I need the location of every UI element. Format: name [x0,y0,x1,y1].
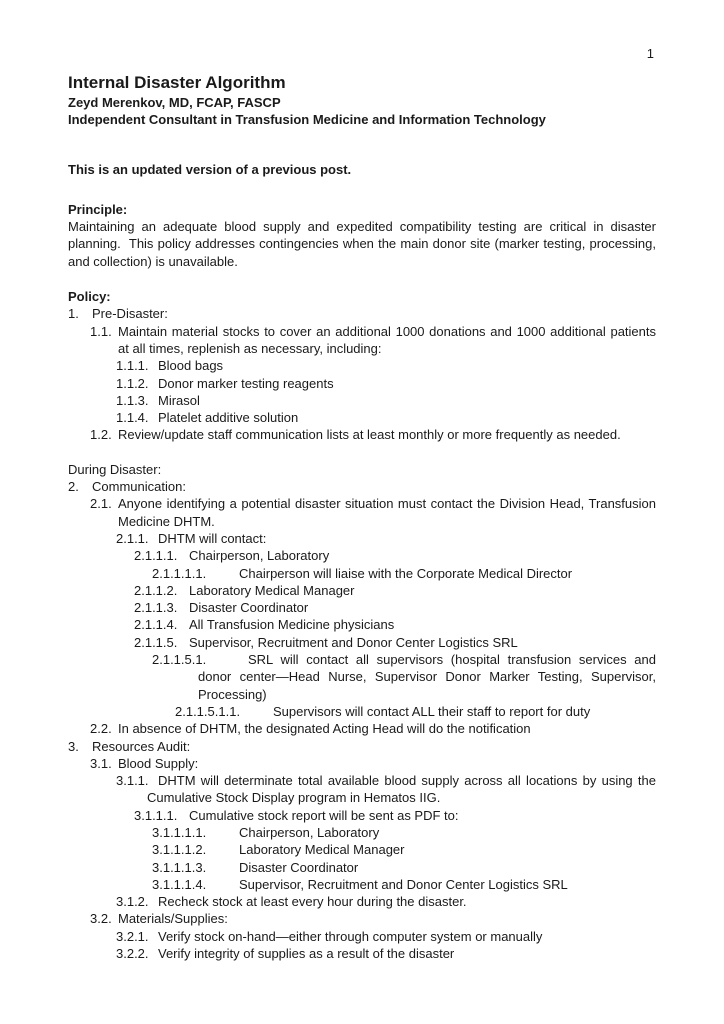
list-item-2 [68,478,656,495]
list-item-text: DHTM will determinate total available blood supply across all locations by using the Cumulative Stock Display program in Hematos IIG. [147,773,656,806]
list-item-text: Verify integrity of supplies as a result of the disaster [158,946,455,962]
list-item-text: Resources Audit: [92,738,191,754]
list-item-number: 3. [68,738,79,754]
list-item-number: 1.1.1. [116,358,149,374]
list-item-text: Supervisor, Recruitment and Donor Center Logistics SRL [189,634,518,650]
list-item-number: 2.1.1.2. [134,582,178,598]
list-item-3-2-1 [68,928,656,945]
list-item-2-1-1-4 [68,616,656,633]
list-item-text: Cumulative stock report will be sent as PDF to: [189,807,459,823]
page-number: 1 [646,46,654,61]
list-item-2-1-1-5-1 [68,651,656,703]
list-item-2-2 [68,720,656,737]
list-item-number: 1.2. [90,427,112,443]
list-item-number: 3.1. [90,755,112,771]
list-item-3-1-1-1-4 [68,876,656,893]
list-item-3-1-2 [68,893,656,910]
list-item-1-1-1 [68,357,656,374]
list-item-number: 3.2. [90,911,112,927]
list-item-1-1 [68,323,656,358]
list-item-2-1-1-1-1 [68,565,656,582]
list-item-2-1-1-5 [68,634,656,651]
list-item-2-1 [68,495,656,530]
list-item-text: Blood Supply: [118,755,199,771]
list-item-number: 2.1.1.4. [134,617,178,633]
list-item-text: Review/update staff communication lists at least monthly or more frequently as needed. [118,427,621,443]
list-item-number: 2.1.1.3. [134,600,178,616]
list-item-3 [68,738,656,755]
list-item-1 [68,305,656,322]
list-item-number: 1. [68,306,79,322]
list-item-text: Laboratory Medical Manager [239,842,405,858]
list-item-text: Disaster Coordinator [239,859,359,875]
list-item-number: 1.1.3. [116,392,149,408]
list-item-number: 3.1.1.1.3. [152,859,207,875]
list-item-number: 2.1.1.1.1. [152,565,207,581]
list-item-number: 3.2.1. [116,928,149,944]
list-item-number: 1.1.4. [116,410,149,426]
list-item-1-2 [68,426,656,443]
list-item-text: Supervisor, Recruitment and Donor Center Logistics SRL [239,876,568,892]
list-item-2-1-1-1 [68,547,656,564]
list-item-1-1-2 [68,375,656,392]
list-item-1-1-4 [68,409,656,426]
list-item-number: 3.2.2. [116,946,149,962]
list-item-2-1-1-3 [68,599,656,616]
list-item-number: 3.1.1. [116,773,149,789]
update-note: This is an updated version of a previous post. [68,161,352,177]
list-item-number: 3.1.2. [116,894,149,910]
list-item-text: Supervisors will contact ALL their staff to report for duty [273,703,591,719]
list-item-2-1-1 [68,530,656,547]
list-item-number: 2.1.1.5. [134,634,178,650]
list-item-text: SRL will contact all supervisors (hospital transfusion services and donor center—Head Nurse, Supervisor Donor Marker Testing, Supervisor, Processing) [198,652,656,702]
list-item-text: Chairperson will liaise with the Corporate Medical Director [239,565,573,581]
list-item-text: Blood bags [158,358,224,374]
paragraph-principle: Maintaining an adequate blood supply and expedited compatibility testing are critical in disaster planning. This policy addresses contingencies when the main donor site (marker testing, processing, and collection) is unavailable. [68,219,660,269]
author-line: Zeyd Merenkov, MD, FCAP, FASCP [68,95,281,110]
vertical-space [68,129,656,161]
list-item-number: 2.1.1.5.1. [152,652,207,668]
list-item-number: 2.1.1.5.1.1. [175,703,241,719]
list-item-text: Verify stock on-hand—either through computer system or manually [158,928,543,944]
list-item-text: Disaster Coordinator [189,600,309,616]
list-item-3-2-2 [68,945,656,962]
list-item-text: In absence of DHTM, the designated Acting Head will do the notification [118,721,531,737]
list-item-text: Recheck stock at least every hour during the disaster. [158,894,467,910]
list-item-3-1-1-1-2 [68,841,656,858]
document-title: Internal Disaster Algorithm [68,73,286,92]
list-item-text: Chairperson, Laboratory [189,548,330,564]
list-item-number: 2.2. [90,721,112,737]
list-item-number: 3.1.1.1.1. [152,824,207,840]
list-item-2-1-1-2 [68,582,656,599]
list-item-text: Chairperson, Laboratory [239,824,380,840]
document-body [68,201,660,962]
list-item-number: 2.1.1. [116,530,149,546]
list-item-number: 2.1.1.1. [134,548,178,564]
list-item-number: 1.1. [90,323,112,339]
list-item-number: 1.1.2. [116,375,149,391]
list-item-text: Mirasol [158,392,200,408]
list-item-text: Materials/Supplies: [118,911,228,927]
list-item-text: All Transfusion Medicine physicians [189,617,395,633]
list-item-number: 2.1. [90,496,112,512]
list-item-number: 2. [68,479,79,495]
list-item-3-1-1-1-1 [68,824,656,841]
list-item-number: 3.1.1.1.4. [152,876,207,892]
list-item-3-1-1-1 [68,807,656,824]
list-item-text: Communication: [92,479,186,495]
list-item-3-1-1 [68,772,656,807]
heading-policy: Policy: [68,289,111,305]
subtitle-line: Independent Consultant in Transfusion Medicine and Information Technology [68,112,546,128]
list-item-text: Laboratory Medical Manager [189,582,355,598]
list-item-text: Platelet additive solution [158,410,299,426]
heading-principle: Principle: [68,201,128,217]
list-item-2-1-1-5-1-1 [68,703,656,720]
list-item-text: Maintain material stocks to cover an additional 1000 donations and 1000 additional patients at all times, replenish as necessary, including: [118,323,656,356]
list-item-number: 3.1.1.1.2. [152,842,207,858]
list-item-text: Anyone identifying a potential disaster situation must contact the Division Head, Transfusion Medicine DHTM. [118,496,656,529]
list-item-text: DHTM will contact: [158,530,267,546]
list-item-3-1-1-1-3 [68,859,656,876]
vertical-space [68,270,656,288]
heading-during-disaster: During Disaster: [68,461,162,477]
list-item-1-1-3 [68,392,656,409]
list-item-text: Pre-Disaster: [92,306,168,322]
list-item-3-1 [68,755,656,772]
list-item-number: 3.1.1.1. [134,807,178,823]
list-item-3-2 [68,910,656,927]
vertical-space [68,178,656,201]
vertical-space [68,444,656,461]
list-item-text: Donor marker testing reagents [158,375,334,391]
